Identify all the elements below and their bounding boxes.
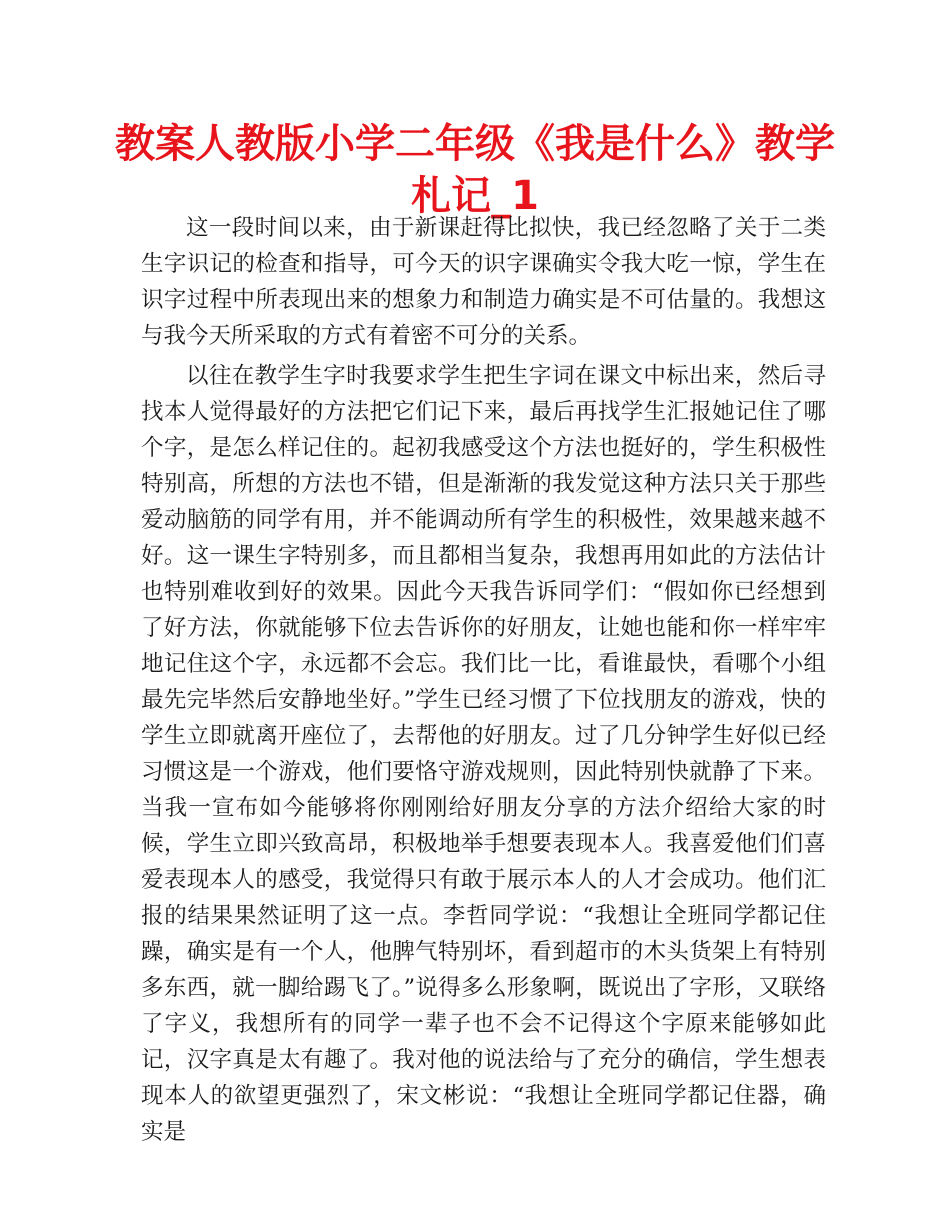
document-body [141,210,826,1150]
paragraph-2: 以往在教学生字时我要求学生把生字词在课文中标出来，然后寻找本人觉得最好的方法把它们记下来，最后再找学生汇报她记住了哪个字，是怎么样记住的。起初我感受这个方法也挺好的，学生积极性特别高，所想的方法也不错，但是渐渐的我发觉这种方法只关于那些爱动脑筋的同学有用，并不能调动所有学生的积极性，效果越来越不好。这一课生字特别多，而且都相当复杂，我想再用如此的方法估计也特别难收到好的效果。因此今天我告诉同学们：“假如你已经想到了好方法，你就能够下位去告诉你的好朋友，让她也能和你一样牢牢地记住这个字，永远都不会忘。我们比一比，看谁最快，看哪个小组最先完毕然后安静地坐好。”学生已经习惯了下位找朋友的游戏，快的学生立即就离开座位了，去帮他的好朋友。过了几分钟学生好似已经习惯这是一个游戏，他们要恪守游戏规则，因此特别快就静了下来。当我一宣布如今能够将你刚刚给好朋友分享的方法介绍给大家的时候，学生立即兴致高昂，积极地举手想要表现本人。我喜爱他们们喜爱表现本人的感受，我觉得只有敢于展示本人的人才会成功。他们汇报的结果果然证明了这一点。李哲同学说：“我想让全班同学都记住躁，确实是有一个人，他脾气特别坏，看到超市的木头货架上有特别多东西，就一脚给踢飞了。”说得多么形象啊，既说出了字形，又联络了字义，我想所有的同学一辈子也不会不记得这个字原来能够如此记，汉字真是太有趣了。我对他的说法给与了充分的确信，学生想表现本人的欲望更强烈了，宋文彬说：“我想让全班同学都记住器，确实是 [141,363,826,1145]
document-title: 教案人教版小学二年级《我是什么》教学札记_1 [115,121,835,219]
paragraph-1: 这一段时间以来，由于新课赶得比拟快，我已经忽略了关于二类生字识记的检查和指导，可今天的识字课确实令我大吃一惊，学生在识字过程中所表现出来的想象力和制造力确实是不可估量的。我想这与我今天所采取的方式有着密不可分的关系。 [141,215,826,349]
